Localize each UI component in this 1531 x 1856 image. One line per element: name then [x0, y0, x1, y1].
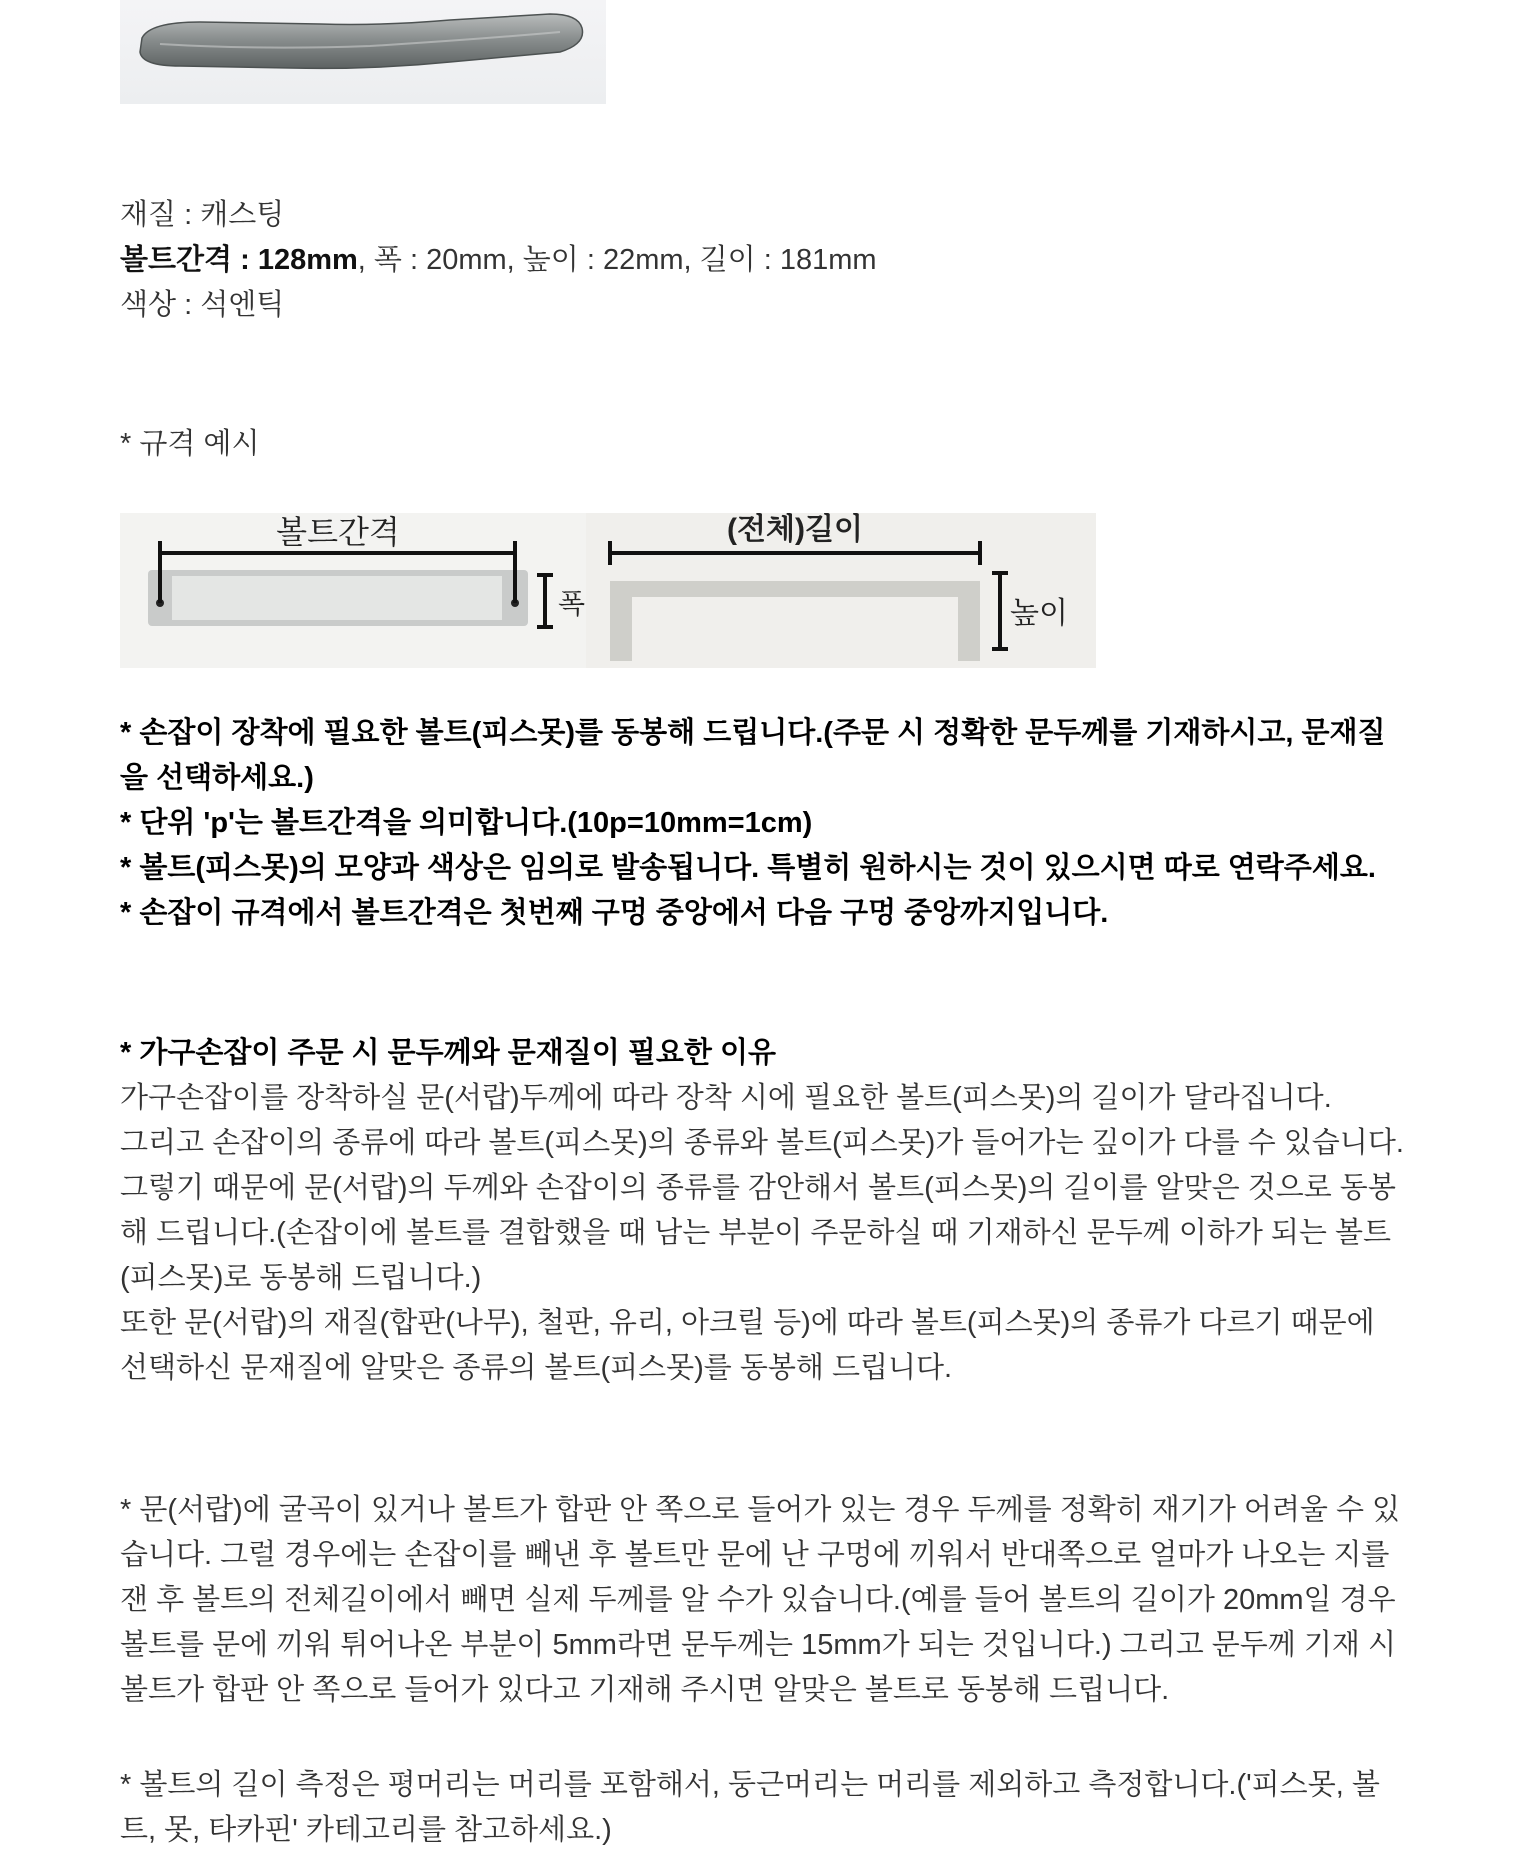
spec-bolt-spacing: 볼트간격 : 128mm — [120, 244, 358, 276]
reason-p1: 가구손잡이를 장착하실 문(서랍)두께에 따라 장착 시에 필요한 볼트(피스못)의 길이가 달라집니다. — [120, 1082, 1332, 1114]
spec-dims: , 폭 : 20mm, 높이 : 22mm, 길이 : 181mm — [357, 244, 877, 276]
note-bolt-shape: * 볼트(피스못)의 모양과 색상은 임의로 발송됩니다. 특별히 원하시는 것이 있으시면 따로 연락주세요. — [120, 852, 1376, 884]
diagram-label-width: 폭 — [558, 588, 586, 619]
reason-body — [120, 1076, 1410, 1391]
spec-color: 색상 : 석엔틱 — [120, 289, 285, 321]
diagram-label-length: (전체)길이 — [727, 513, 863, 546]
example-title: * 규격 예시 — [120, 428, 260, 460]
spec-example-diagram — [120, 513, 1096, 668]
spec-block — [120, 193, 877, 328]
product-photo — [120, 0, 606, 104]
reason-p2: 그리고 손잡이의 종류에 따라 볼트(피스못)의 종류와 볼트(피스못)가 들어가는 깊이가 다를 수 있습니다. — [120, 1127, 1404, 1159]
order-notes — [120, 711, 1410, 936]
note-unit-p: * 단위 'p'는 볼트간격을 의미합니다.(10p=10mm=1cm) — [120, 807, 813, 839]
spec-material: 재질 : 캐스팅 — [120, 199, 285, 231]
curve-note: * 문(서랍)에 굴곡이 있거나 볼트가 합판 안 쪽으로 들어가 있는 경우 두께를 정확히 재기가 어려울 수 있습니다. 그럴 경우에는 손잡이를 빼낸 후 볼트만 문에 난 구멍에 끼워서 반대쪽으로 얼마가 나오는 지를 잰 후 볼트의 전체길이에서 빼면 실제 두께를 알 수가 있습니다.(예를 들어 볼트의 길이가 20mm일 경우 볼트를 문에 끼워 튀어나온 부분이 5mm라면 문두께는 15mm가 되는 것입니다.) 그리고 문두께 기재 시 볼트가 합판 안 쪽으로 들어가 있다고 기재해 주시면 알맞은 볼트로 동봉해 드립니다. — [120, 1494, 1401, 1706]
diagram-label-bolt: 볼트간격 — [276, 514, 400, 550]
reason-p3: 그렇기 때문에 문(서랍)의 두께와 손잡이의 종류를 감안해서 볼트(피스못)의 길이를 알맞은 것으로 동봉해 드립니다.(손잡이에 볼트를 결합했을 때 남는 부분이 주문하실 때 기재하신 문두께 이하가 되는 볼트(피스못)로 동봉해 드립니다.) — [120, 1172, 1396, 1294]
reason-p4: 또한 문(서랍)의 재질(합판(나무), 철판, 유리, 아크릴 등)에 따라 볼트(피스못)의 종류가 다르기 때문에 선택하신 문재질에 알맞은 종류의 볼트(피스못)를 동봉해 드립니다. — [120, 1307, 1375, 1384]
measure-note: * 볼트의 길이 측정은 평머리는 머리를 포함해서, 둥근머리는 머리를 제외하고 측정합니다.('피스못, 볼트, 못, 타카핀' 카테고리를 참고하세요.) — [120, 1769, 1380, 1846]
diagram-label-height: 높이 — [1010, 597, 1068, 630]
note-bolt-spacing: * 손잡이 규격에서 볼트간격은 첫번째 구멍 중앙에서 다음 구멍 중앙까지입니다. — [120, 897, 1109, 929]
reason-title: * 가구손잡이 주문 시 문두께와 문재질이 필요한 이유 — [120, 1037, 776, 1069]
note-bolt-included: * 손잡이 장착에 필요한 볼트(피스못)를 동봉해 드립니다.(주문 시 정확한 문두께를 기재하시고, 문재질을 선택하세요.) — [120, 717, 1386, 794]
spec-dimensions — [120, 238, 877, 283]
